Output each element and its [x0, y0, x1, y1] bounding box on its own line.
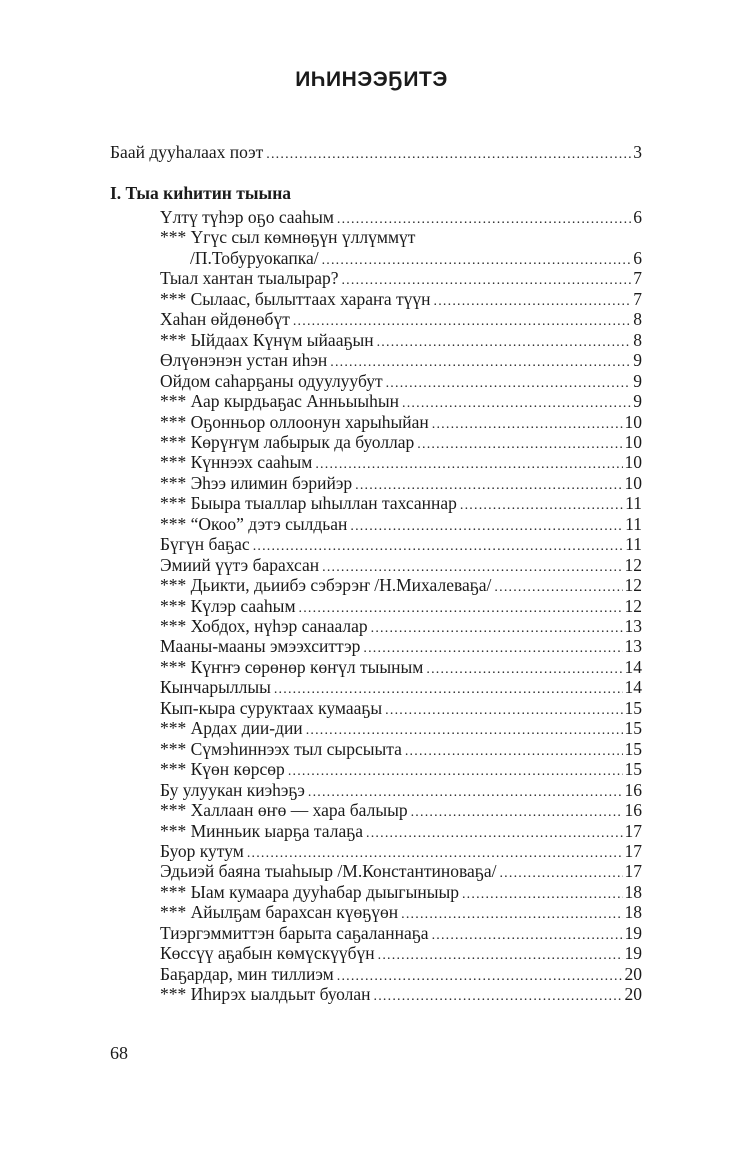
page-title: ИҺИНЭЭҔИТЭ [295, 68, 448, 91]
toc-entry [160, 984, 642, 1007]
toc-entry-text: *** Оҕонньор оллоонун харыһыйан [160, 411, 429, 432]
toc-entry-text: Кынчарыллыы [160, 677, 271, 698]
toc-entry-page: 7 [633, 268, 642, 289]
toc-entry-text: *** “Окоо” дэтэ сылдьан [160, 513, 348, 534]
page-number: 68 [110, 1043, 128, 1063]
toc-entry-page: 13 [624, 636, 642, 657]
toc-entry-text: *** Аар кырдьаҕас Анньыыһын [160, 391, 400, 412]
toc-entry-page: 9 [633, 370, 642, 391]
toc-entry-text: Үлтү түһэр оҕо сааһым [160, 207, 334, 227]
toc-entry-page: 12 [624, 575, 642, 596]
toc-entry-text: Өлүөнэнэн устан иһэн [160, 350, 328, 371]
toc-entry-page: 10 [624, 411, 642, 432]
toc-entry-page: 7 [633, 288, 642, 309]
toc-entry-text: /П.Тобуруокапка/ [190, 247, 319, 268]
toc-entry-page: 13 [624, 616, 642, 636]
toc-entry-text: Буор кутум [160, 840, 244, 861]
toc-entry-page: 10 [624, 431, 642, 452]
toc-entry-page: 14 [624, 656, 642, 677]
toc-entry-text: Бүгүн баҕас [160, 534, 250, 555]
toc-entry-text: Тыал хантан тыалырар? [160, 268, 339, 289]
section-heading: I. Тыа киһитин тыына [110, 183, 292, 203]
toc-entry-page: 16 [624, 800, 642, 821]
toc-entry-text: *** Быыра тыаллар ыһыллан тахсаннар [160, 493, 457, 514]
toc-entry-page: 11 [625, 534, 642, 555]
toc-entry [160, 227, 415, 247]
toc-entry-page: 17 [624, 861, 642, 882]
toc-entry-text: *** Күлэр сааһым [160, 595, 296, 616]
toc-entry-text: *** Күөн көрсөр [160, 759, 285, 780]
toc-entry-page: 19 [624, 943, 642, 964]
toc-entry-page: 8 [633, 309, 642, 330]
toc-entry-text: *** Күннээх сааһым [160, 452, 313, 473]
toc-entry-page: 11 [625, 493, 642, 514]
toc-entry-text: Ойдом саһарҕаны одуулуубут [160, 370, 383, 391]
toc-entry-text: Мааны-мааны эмээхситтэр [160, 636, 361, 657]
toc-entry-text: *** Ыам кумаара дууһабар дыыгыныыр [160, 881, 459, 902]
toc-entry-page: 15 [624, 697, 642, 718]
toc-entry-text: Тиэргэммиттэн барыта саҕаланнаҕа [160, 922, 429, 943]
toc-entry-page: 9 [633, 391, 642, 412]
toc-entry-page: 8 [633, 329, 642, 350]
toc-entry-text: *** Иһирэх ыалдьыт буолан [160, 984, 371, 1005]
toc-entry-page: 6 [633, 247, 642, 268]
toc-entry-text: *** Ыйдаах Күнүм ыйааҕын [160, 329, 374, 350]
toc-entry-page: 9 [633, 350, 642, 371]
toc-entry-page: 3 [633, 142, 642, 162]
toc-entry-page: 6 [633, 207, 642, 227]
toc-entry-text: Эмиий үүтэ барахсан [160, 554, 320, 575]
toc-entry-page: 12 [624, 595, 642, 616]
toc-entry-text: Кып-кыра суруктаах кумааҕы [160, 697, 383, 718]
toc-entry-page: 17 [624, 820, 642, 841]
toc-entry-text: *** Ардах дии-дии [160, 718, 303, 739]
toc-entry-text: *** Минньик ыарҕа талаҕа [160, 820, 364, 841]
toc-entry-text: Хаһан өйдөнөбүт [160, 309, 290, 330]
toc-entry-intro [110, 142, 642, 165]
toc-entry-page: 10 [624, 452, 642, 473]
toc-entry-page: 10 [624, 472, 642, 493]
toc-entry-text: *** Айылҕам барахсан күөҕүөн [160, 902, 399, 923]
toc-entry-text: *** Көрүҥүм лабырык да буоллар [160, 431, 415, 452]
toc-entry-text: *** Эһээ илимин бэрийэр [160, 472, 353, 493]
toc-entry-text: Баҕардар, мин тиллиэм [160, 963, 334, 984]
toc-entry-page: 20 [624, 984, 642, 1005]
dot-leader [374, 987, 623, 1007]
toc-entry-text: *** Сүмэһиннээх тыл сырсыыта [160, 738, 402, 759]
toc-entry-text: *** Халлаан өҥө — хара балыыр [160, 800, 408, 821]
toc-entry-text: *** Күҥҥэ сөрөнөр көҥүл тыыным [160, 656, 424, 677]
toc-entry-page: 14 [624, 677, 642, 698]
toc-entry-text: Баай дууһалаах поэт [110, 142, 264, 162]
toc-entry-page: 20 [624, 963, 642, 984]
toc-entry-page: 18 [624, 881, 642, 902]
toc-entry-text: *** Дьикти, дьиибэ сэбэрэҥ /Н.Михалеваҕа/ [160, 575, 492, 596]
toc-entry-page: 15 [624, 718, 642, 739]
toc-entry-text: *** Хобдох, нүһэр санаалар [160, 616, 368, 636]
toc-entry-page: 11 [625, 513, 642, 534]
toc-entry-text: *** Сылаас, былыттаах хараҥа түүн [160, 288, 431, 309]
toc-entry-page: 17 [624, 840, 642, 861]
toc-entry-text: *** Үгүс сыл көмнөҕүн үллүммүт [160, 227, 416, 248]
toc-entry-text: Эдьиэй баяна тыаһыыр /М.Константиноваҕа/ [160, 861, 497, 882]
toc-entry-page: 16 [624, 779, 642, 800]
toc-entry-text: Көссүү аҕабын көмүскүүбүн [160, 943, 375, 964]
toc-entry-page: 15 [624, 759, 642, 780]
toc-entry-page: 19 [624, 922, 642, 943]
toc-entry-text: Бу улуукан киэһэҕэ [160, 779, 305, 800]
dot-leader [266, 145, 631, 165]
toc-entry-page: 12 [624, 554, 642, 575]
toc-entry-page: 15 [624, 738, 642, 759]
toc-entry-page: 18 [624, 902, 642, 923]
